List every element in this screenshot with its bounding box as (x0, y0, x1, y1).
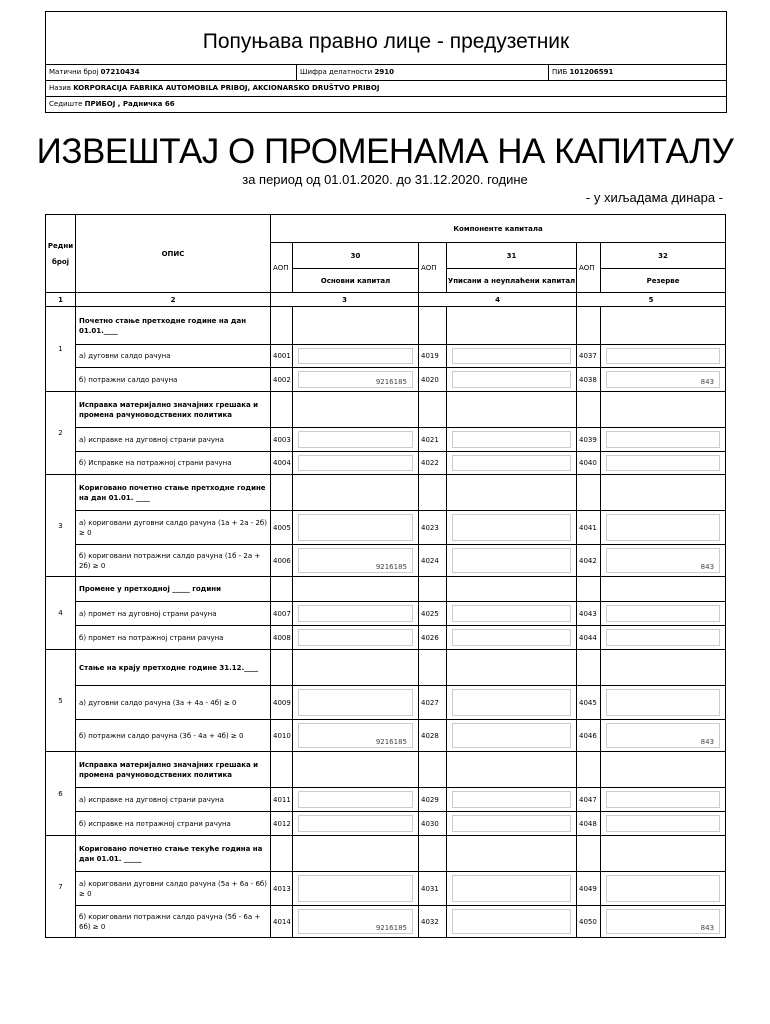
aop-code: 4046 (577, 720, 601, 752)
value-cell (601, 452, 726, 475)
naziv-value: KORPORACIJA FABRIKA AUTOMOBILA PRIBOJ, AKCIONARSKO DRUŠTVO PRIBOJ (73, 84, 380, 92)
aop-code: 4022 (419, 452, 447, 475)
aop-code: 4026 (419, 626, 447, 650)
row-label: б) потражни салдо рачуна (3б - 4а + 4б) ≥ 0 (76, 720, 271, 752)
group-title: Кориговано почетно стање текуће година на дан 01.01. _____ (76, 836, 271, 872)
value-cell (447, 812, 577, 836)
value-cell (447, 626, 577, 650)
aop-code: 4004 (271, 452, 293, 475)
empty-aop-cell (419, 392, 447, 428)
value-field[interactable] (452, 791, 571, 808)
empty-aop-cell (419, 650, 447, 686)
value-cell (293, 428, 419, 452)
aop-code: 4031 (419, 872, 447, 906)
aop-code: 4009 (271, 686, 293, 720)
aop-code: 4023 (419, 511, 447, 545)
value-cell (447, 345, 577, 368)
empty-value-cell (601, 475, 726, 511)
value-field[interactable] (452, 723, 571, 748)
row-number: 3 (46, 475, 76, 577)
empty-aop-cell (271, 836, 293, 872)
value-field[interactable] (606, 514, 720, 541)
value-field[interactable] (452, 689, 571, 716)
aop-code: 4013 (271, 872, 293, 906)
header-row-ids (46, 65, 726, 81)
col-num-2: 2 (76, 293, 271, 307)
value-cell (447, 428, 577, 452)
empty-value-cell (601, 650, 726, 686)
col-opis-header: ОПИС (76, 215, 271, 293)
row-label: а) дуговни салдо рачуна (76, 345, 271, 368)
empty-aop-cell (419, 475, 447, 511)
aop-code: 4032 (419, 906, 447, 938)
group-title: Исправка материјално значајних грешака и промена рачуноводствених политика (76, 392, 271, 428)
value-field[interactable] (452, 629, 571, 646)
value-cell (293, 452, 419, 475)
value-field[interactable] (452, 371, 571, 388)
aop-code: 4020 (419, 368, 447, 392)
value-field[interactable] (452, 909, 571, 934)
row-label: а) кориговани дуговни салдо рачуна (1а + 2а - 2б) ≥ 0 (76, 511, 271, 545)
naziv-label: Назив (49, 84, 71, 92)
row-label: б) исправке на потражној страни рачуна (76, 812, 271, 836)
aop-code: 4043 (577, 602, 601, 626)
value-cell (601, 720, 726, 752)
value-field[interactable] (452, 605, 571, 622)
empty-aop-cell (271, 752, 293, 788)
value-cell (601, 368, 726, 392)
empty-aop-cell (271, 307, 293, 345)
row-number: 7 (46, 836, 76, 938)
aop-code: 4029 (419, 788, 447, 812)
value-field[interactable] (606, 605, 720, 622)
value-cell (293, 872, 419, 906)
empty-value-cell (293, 307, 419, 345)
aop-code: 4025 (419, 602, 447, 626)
col-32-name: Резерве (601, 269, 726, 293)
value-cell (601, 788, 726, 812)
header-box (45, 11, 727, 113)
maticni-cell (46, 65, 297, 80)
col-rb-header (46, 215, 76, 293)
sifra-value: 2910 (374, 68, 395, 76)
value-cell (601, 602, 726, 626)
row-label: а) исправке на дуговној страни рачуна (76, 428, 271, 452)
col-30-name: Основни капитал (293, 269, 419, 293)
aop-code: 4049 (577, 872, 601, 906)
row-label: а) кориговани дуговни салдо рачуна (5а + 6а - 6б) ≥ 0 (76, 872, 271, 906)
value-cell (293, 368, 419, 392)
aop-code: 4042 (577, 545, 601, 577)
value-field[interactable] (606, 348, 720, 364)
row-label: б) Исправке на потражној страни рачуна (76, 452, 271, 475)
empty-aop-cell (271, 650, 293, 686)
aop-code: 4039 (577, 428, 601, 452)
aop-code: 4050 (577, 906, 601, 938)
value-cell (447, 720, 577, 752)
col-30-header: 30 (293, 243, 419, 269)
empty-aop-cell (419, 307, 447, 345)
empty-aop-cell (577, 752, 601, 788)
empty-aop-cell (577, 577, 601, 602)
empty-value-cell (601, 752, 726, 788)
aop-code: 4012 (271, 812, 293, 836)
aop-code: 4008 (271, 626, 293, 650)
empty-aop-cell (577, 475, 601, 511)
aop-code: 4002 (271, 368, 293, 392)
sediste-cell (46, 97, 175, 112)
value-field[interactable]: 9216185 (298, 371, 413, 388)
empty-value-cell (447, 650, 577, 686)
report-period: за период од 01.01.2020. до 31.12.2020. године (242, 172, 528, 187)
aop-code: 4028 (419, 720, 447, 752)
aop-code: 4011 (271, 788, 293, 812)
report-title: ИЗВЕШТАЈ О ПРОМЕНАМА НА КАПИТАЛУ (36, 132, 734, 171)
empty-aop-cell (577, 392, 601, 428)
value-field[interactable] (606, 791, 720, 808)
value-field[interactable] (452, 514, 571, 541)
value-field[interactable]: 843 (606, 723, 720, 748)
value-cell (601, 686, 726, 720)
aop-code: 4040 (577, 452, 601, 475)
sifra-cell (297, 65, 549, 80)
empty-value-cell (447, 836, 577, 872)
value-cell (293, 545, 419, 577)
row-number: 5 (46, 650, 76, 752)
value-field[interactable] (606, 629, 720, 646)
col-31-header: 31 (447, 243, 577, 269)
empty-aop-cell (577, 307, 601, 345)
value-field[interactable] (452, 431, 571, 448)
empty-value-cell (293, 577, 419, 602)
value-cell (293, 812, 419, 836)
value-field[interactable] (298, 791, 413, 808)
value-field[interactable] (298, 455, 413, 471)
value-cell (601, 511, 726, 545)
value-field[interactable] (606, 455, 720, 471)
aop-code: 4006 (271, 545, 293, 577)
value-cell (601, 872, 726, 906)
value-field[interactable] (298, 629, 413, 646)
value-cell (293, 602, 419, 626)
group-title: Кориговано почетно стање претходне године на дан 01.01. ____ (76, 475, 271, 511)
value-field[interactable] (606, 875, 720, 902)
aop-code: 4014 (271, 906, 293, 938)
empty-value-cell (293, 752, 419, 788)
row-label: а) дуговни салдо рачуна (3а + 4а - 4б) ≥ 0 (76, 686, 271, 720)
aop-code: 4037 (577, 345, 601, 368)
aop-code: 4045 (577, 686, 601, 720)
row-number: 1 (46, 307, 76, 392)
value-field[interactable] (298, 605, 413, 622)
aop-code: 4001 (271, 345, 293, 368)
empty-value-cell (293, 836, 419, 872)
value-field[interactable] (298, 348, 413, 364)
value-cell (601, 906, 726, 938)
col-num-4: 4 (419, 293, 577, 307)
pib-cell (549, 65, 613, 80)
group-title: Промене у претходној _____ години (76, 577, 271, 602)
value-cell (293, 511, 419, 545)
group-title: Почетно стање претходне године на дан 01.01.____ (76, 307, 271, 345)
empty-value-cell (447, 752, 577, 788)
empty-aop-cell (271, 475, 293, 511)
col-num-1: 1 (46, 293, 76, 307)
value-cell (293, 626, 419, 650)
col-31-name: Уписани а неуплаћени капитал (447, 269, 577, 293)
value-field[interactable] (298, 514, 413, 541)
sediste-value: ПРИБОЈ , Радничка 66 (84, 100, 175, 108)
empty-value-cell (293, 392, 419, 428)
empty-aop-cell (577, 836, 601, 872)
value-field[interactable] (452, 815, 571, 832)
value-cell (447, 545, 577, 577)
col-rb-label: Редни (47, 241, 74, 250)
empty-value-cell (601, 577, 726, 602)
aop-code: 4005 (271, 511, 293, 545)
form-title: Попуњава правно лице - предузетник (46, 12, 726, 65)
value-cell (447, 452, 577, 475)
pib-value: 101206591 (569, 68, 614, 76)
value-cell (601, 626, 726, 650)
value-field[interactable] (606, 689, 720, 716)
empty-value-cell (293, 650, 419, 686)
value-cell (293, 686, 419, 720)
value-field[interactable] (452, 548, 571, 573)
col-rb-label2: број (51, 257, 70, 266)
empty-value-cell (447, 307, 577, 345)
capital-table (45, 214, 726, 938)
col-32-header: 32 (601, 243, 726, 269)
aop-code: 4038 (577, 368, 601, 392)
value-cell (447, 788, 577, 812)
value-cell (601, 812, 726, 836)
value-cell (447, 906, 577, 938)
aop-header-31: АОП (419, 243, 447, 293)
value-field[interactable] (298, 689, 413, 716)
aop-code: 4030 (419, 812, 447, 836)
value-cell (293, 345, 419, 368)
value-cell (447, 368, 577, 392)
value-field[interactable] (606, 431, 720, 448)
col-num-5: 5 (577, 293, 726, 307)
value-field[interactable]: 9216185 (298, 723, 413, 748)
aop-code: 4019 (419, 345, 447, 368)
row-label: б) кориговани потражни салдо рачуна (1б - 2а + 2б) ≥ 0 (76, 545, 271, 577)
aop-code: 4010 (271, 720, 293, 752)
header-row-naziv (46, 81, 726, 97)
empty-aop-cell (419, 836, 447, 872)
row-number: 6 (46, 752, 76, 836)
row-label: а) промет на дуговној страни рачуна (76, 602, 271, 626)
value-field[interactable] (298, 431, 413, 448)
value-field[interactable] (452, 348, 571, 364)
value-field[interactable] (452, 875, 571, 902)
row-label: б) промет на потражној страни рачуна (76, 626, 271, 650)
group-title: Стање на крају претходне године 31.12.____ (76, 650, 271, 686)
sifra-label: Шифра делатности (300, 68, 373, 76)
empty-value-cell (601, 836, 726, 872)
col-num-3: 3 (271, 293, 419, 307)
value-cell (447, 511, 577, 545)
value-field[interactable] (452, 455, 571, 471)
empty-value-cell (601, 307, 726, 345)
naziv-cell (46, 81, 379, 96)
empty-value-cell (447, 392, 577, 428)
empty-aop-cell (271, 392, 293, 428)
empty-value-cell (447, 577, 577, 602)
maticni-value: 07210434 (100, 68, 140, 76)
value-cell (601, 345, 726, 368)
value-cell (293, 788, 419, 812)
value-field[interactable]: 843 (606, 371, 720, 388)
value-cell (293, 906, 419, 938)
row-number: 4 (46, 577, 76, 650)
empty-aop-cell (419, 752, 447, 788)
aop-code: 4048 (577, 812, 601, 836)
value-field[interactable] (298, 815, 413, 832)
empty-value-cell (447, 475, 577, 511)
value-field[interactable]: 9216185 (298, 548, 413, 573)
maticni-label: Матични број (49, 68, 99, 76)
aop-code: 4003 (271, 428, 293, 452)
report-units: - у хиљадама динара - (585, 190, 723, 205)
aop-header-32: АОП (577, 243, 601, 293)
empty-aop-cell (271, 577, 293, 602)
aop-code: 4027 (419, 686, 447, 720)
aop-code: 4007 (271, 602, 293, 626)
empty-value-cell (293, 475, 419, 511)
header-row-sediste (46, 97, 726, 112)
aop-code: 4047 (577, 788, 601, 812)
value-field[interactable] (298, 875, 413, 902)
value-cell (447, 872, 577, 906)
empty-value-cell (601, 392, 726, 428)
row-label: а) исправке на дуговној страни рачуна (76, 788, 271, 812)
row-label: б) кориговани потражни салдо рачуна (5б - 6а + 6б) ≥ 0 (76, 906, 271, 938)
value-field[interactable]: 9216185 (298, 909, 413, 934)
value-cell (447, 686, 577, 720)
value-field[interactable]: 843 (606, 548, 720, 573)
group-title: Исправка материјално значајних грешака и промена рачуноводствених политика (76, 752, 271, 788)
aop-code: 4041 (577, 511, 601, 545)
value-cell (601, 545, 726, 577)
row-number: 2 (46, 392, 76, 475)
aop-code: 4044 (577, 626, 601, 650)
pib-label: ПИБ (552, 68, 568, 76)
value-field[interactable] (606, 815, 720, 832)
value-cell (447, 602, 577, 626)
components-header: Компоненте капитала (271, 215, 726, 243)
empty-aop-cell (419, 577, 447, 602)
aop-header-30: АОП (271, 243, 293, 293)
value-cell (293, 720, 419, 752)
empty-aop-cell (577, 650, 601, 686)
value-field[interactable]: 843 (606, 909, 720, 934)
aop-code: 4021 (419, 428, 447, 452)
row-label: б) потражни салдо рачуна (76, 368, 271, 392)
value-cell (601, 428, 726, 452)
aop-code: 4024 (419, 545, 447, 577)
sediste-label: Седиште (49, 100, 83, 108)
